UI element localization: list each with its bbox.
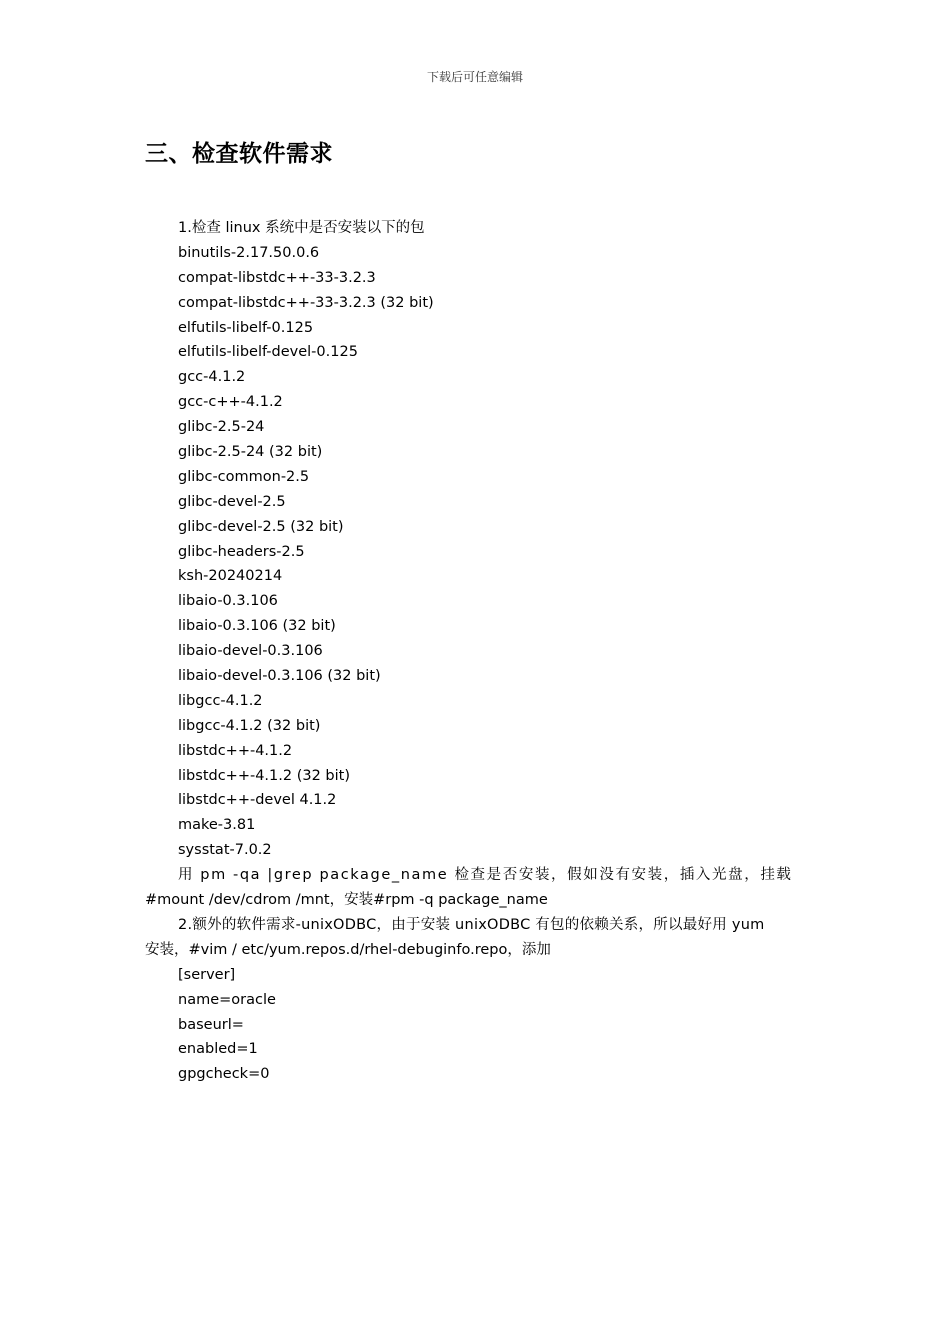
package-item: glibc-devel-2.5 (32 bit) [178,518,344,535]
package-item: libgcc-4.1.2 [178,692,263,709]
repo-config-line: name=oracle [178,991,276,1008]
package-item: libstdc++-devel 4.1.2 [178,792,337,809]
package-item: make-3.81 [178,817,256,834]
repo-config-block [145,963,806,1087]
repo-config-line: gpgcheck=0 [178,1066,270,1083]
package-item: binutils-2.17.50.0.6 [178,244,320,261]
document-body [145,216,806,1087]
intro-line: 1.检查 linux 系统中是否安装以下的包 [178,220,425,236]
package-item: gcc-c++-4.1.2 [178,394,283,411]
extra-note-line-1: 2.额外的软件需求-unixODBC，由于安装 unixODBC 有包的依赖关系，所以最好用 yum [178,916,765,933]
package-item: elfutils-libelf-0.125 [178,319,314,336]
repo-config-line: baseurl= [178,1016,244,1033]
check-note-line-1: 用 pm -qa |grep package_name 检查是否安装，假如没有安装，插入光盘，挂载 [178,867,793,884]
package-item: libgcc-4.1.2 (32 bit) [178,717,321,734]
package-item: ksh-20240214 [178,568,283,585]
package-item: glibc-devel-2.5 [178,493,286,510]
package-item: libaio-0.3.106 [178,593,278,610]
package-item: sysstat-7.0.2 [178,842,272,859]
package-item: libaio-devel-0.3.106 [178,643,323,660]
package-item: gcc-4.1.2 [178,369,246,386]
package-item: libaio-0.3.106 (32 bit) [178,618,336,635]
section-title: 三、检查软件需求 [145,141,333,167]
package-item: libstdc++-4.1.2 [178,742,293,759]
package-item: compat-libstdc++-33-3.2.3 (32 bit) [178,294,434,311]
package-item: compat-libstdc++-33-3.2.3 [178,269,376,286]
check-note-line-2: #mount /dev/cdrom /mnt，安装#rpm -q package_name [145,892,548,909]
package-list [145,241,806,863]
package-item: glibc-2.5-24 [178,419,265,436]
repo-config-line: enabled=1 [178,1041,258,1058]
package-item: libaio-devel-0.3.106 (32 bit) [178,668,381,685]
package-item: glibc-headers-2.5 [178,543,305,560]
repo-config-line: [server] [178,966,236,983]
package-item: glibc-2.5-24 (32 bit) [178,444,323,461]
package-item: elfutils-libelf-devel-0.125 [178,344,358,361]
package-item: glibc-common-2.5 [178,468,310,485]
package-item: libstdc++-4.1.2 (32 bit) [178,767,351,784]
extra-note-line-2: 安装，#vim / etc/yum.repos.d/rhel-debuginfo.repo，添加 [145,941,551,958]
header-note: 下载后可任意编辑 [426,70,523,84]
